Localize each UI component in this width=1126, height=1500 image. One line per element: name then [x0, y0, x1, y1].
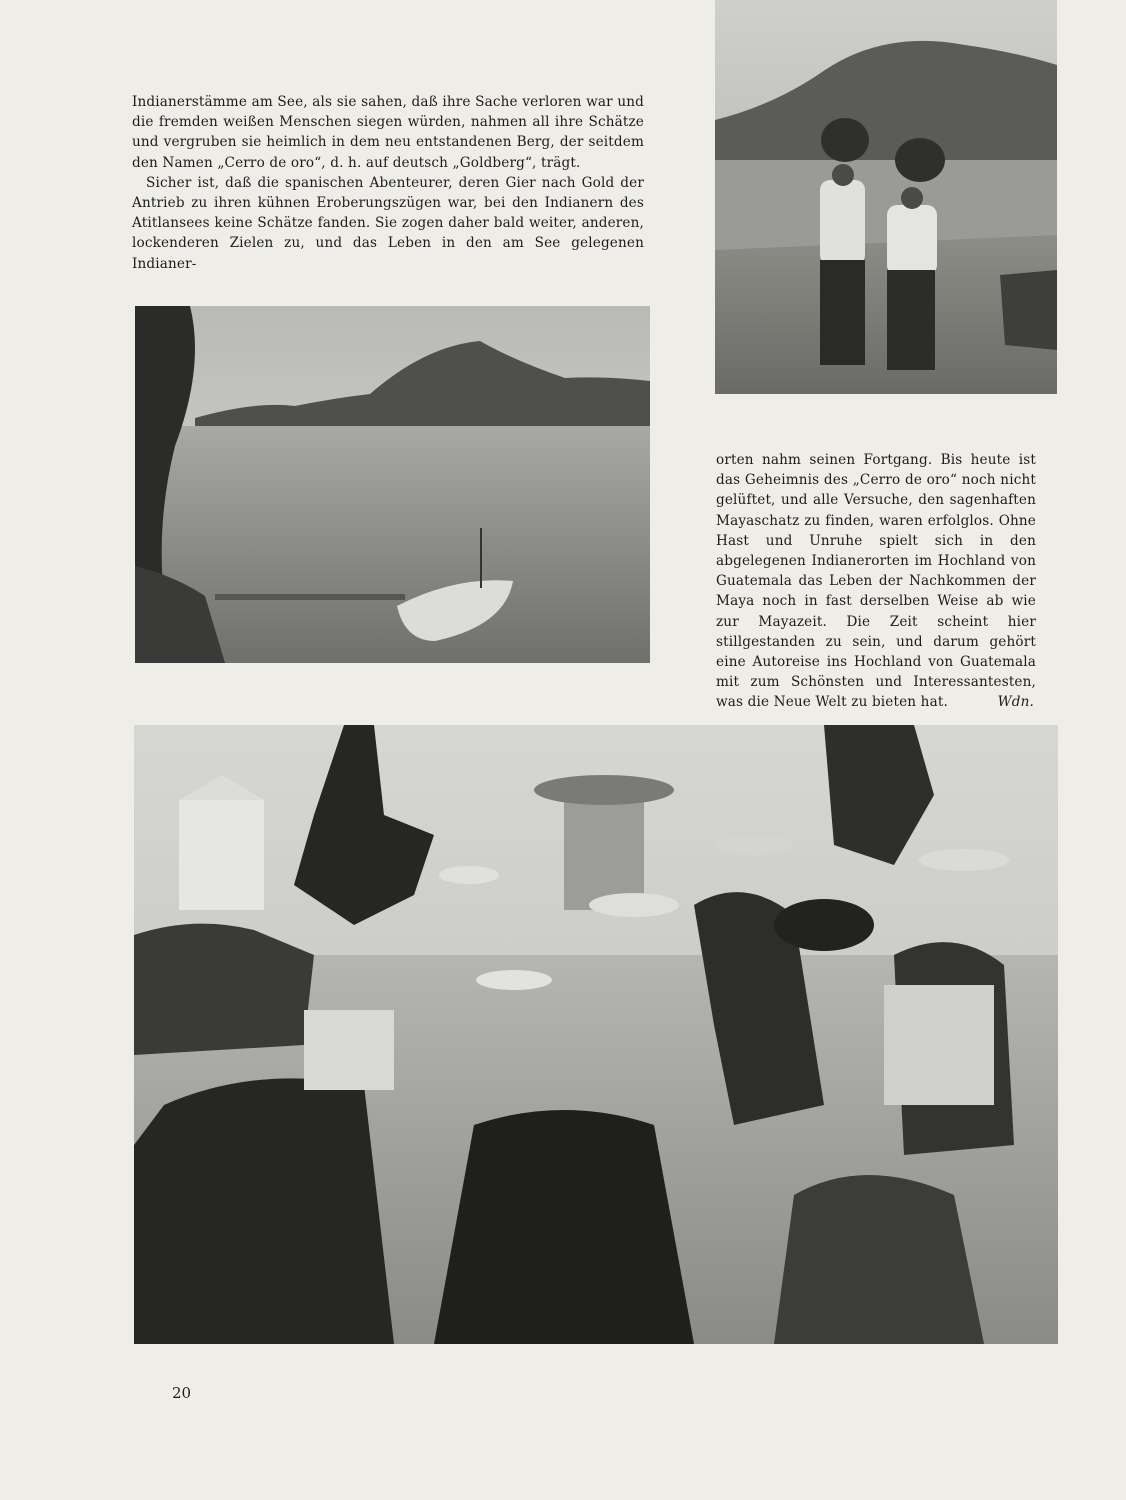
- photo-market-scene-image: [134, 725, 1058, 1344]
- photo-women-carrying-jars-image: [715, 0, 1057, 394]
- author-signature: Wdn.: [997, 694, 1034, 711]
- article-text-right-column: [716, 450, 1036, 713]
- paragraph-text: orten nahm seinen Fortgang. Bis heute ist das Geheimnis des „Cerro de oro“ noch nicht gelüftet, und alle Versuche, den sagenhaften Mayaschatz zu finden, waren erfolglos. Ohne Hast und Unruhe spielt sich in den abgelegenen Indianerorten im Hochland von Guatemala das Leben der Nachkommen der Maya noch in fast derselben Weise ab wie zur Mayazeit. Die Zeit scheint hier stillgestanden zu sein, und darum gehört eine Autoreise ins Hochland von Guatemala mit zum Schönsten und Interessantesten, was die Neue Welt zu bieten hat.: [716, 452, 1036, 711]
- article-text-left-column: [132, 92, 644, 274]
- photo-lake-volcano: [135, 306, 650, 663]
- photo-women-carrying-jars: [715, 0, 1057, 394]
- paragraph: [716, 450, 1036, 713]
- photo-market-scene: [134, 725, 1058, 1344]
- photo-lake-volcano-image: [135, 306, 650, 663]
- paragraph: Sicher ist, daß die spanischen Abenteurer, deren Gier nach Gold der Antrieb zu ihren kühnen Eroberungszügen war, bei den Indianern des Atitlansees keine Schätze fanden. Sie zogen daher bald weiter, anderen, lockenderen Zielen zu, und das Leben in den am See gelegenen Indianer-: [132, 174, 644, 272]
- paragraph: Indianerstämme am See, als sie sahen, daß ihre Sache verloren war und die fremden weißen Menschen siegen würden, nahmen all ihre Schätze und vergruben sie heimlich in dem neu entstandenen Berg, der seitdem den Namen „Cerro de oro“, d. h. auf deutsch „Goldberg“, trägt.: [132, 94, 644, 171]
- page-number: 20: [172, 1384, 192, 1402]
